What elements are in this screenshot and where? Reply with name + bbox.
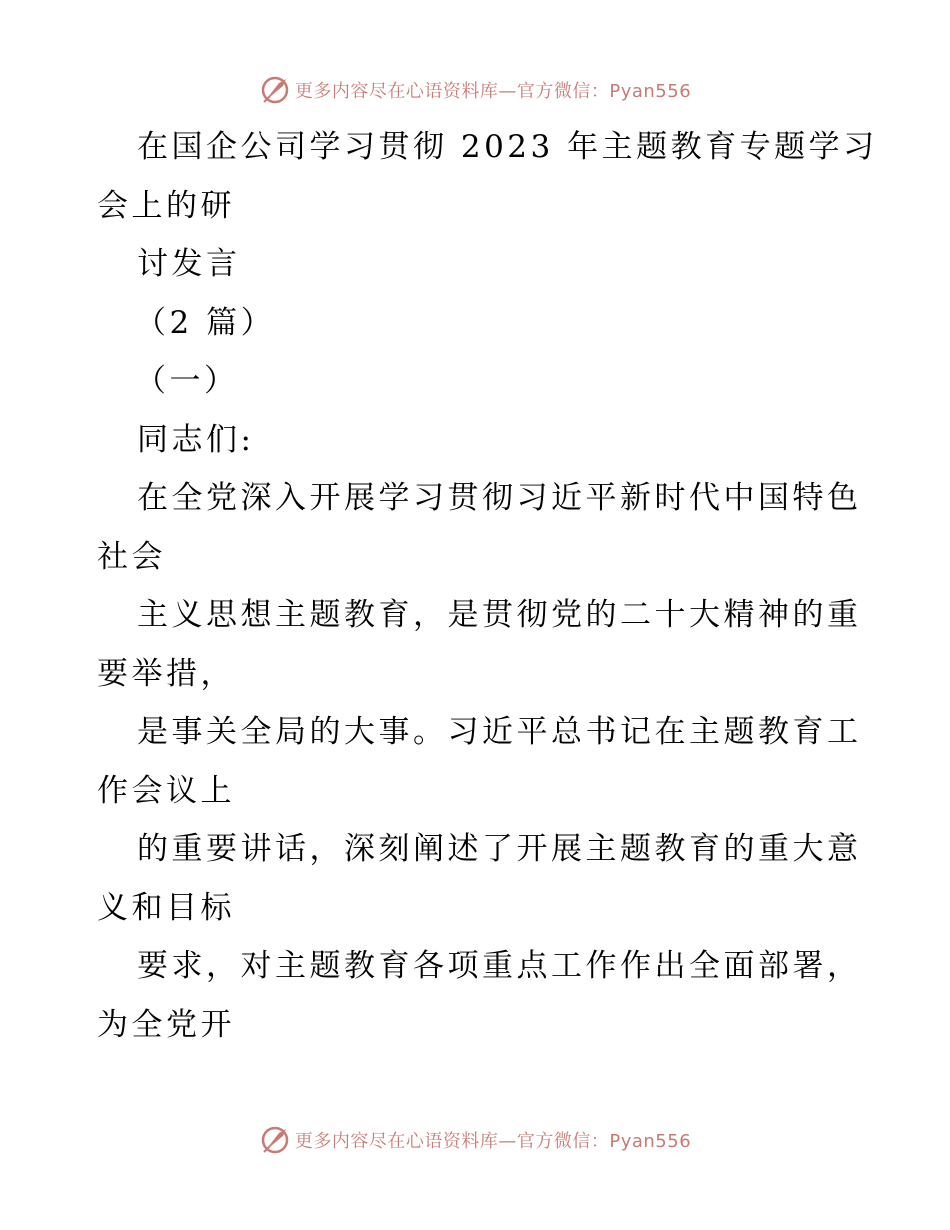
quill-logo-icon (259, 1124, 291, 1156)
watermark-text: 更多内容尽在心语资料库—官方微信：Pyan556 (294, 81, 692, 102)
quill-logo-icon (259, 74, 291, 106)
text-line: （2 篇） (135, 304, 276, 341)
text-line: 是事关全局的大事。习近平总书记在主题教育工 (137, 714, 862, 750)
text-line: 主义思想主题教育，是贯彻党的二十大精神的重 (137, 597, 862, 633)
text-line: 要举措， (97, 655, 235, 692)
text-line: 社会 (97, 538, 166, 575)
text-line: 要求，对主题教育各项重点工作作出全面部署， (137, 948, 862, 984)
text-line: 义和目标 (97, 889, 235, 926)
text-line: 的重要讲话，深刻阐述了开展主题教育的重大意 (137, 831, 862, 867)
text-line: 在全党深入开展学习贯彻习近平新时代中国特色 (137, 480, 862, 516)
header-watermark (0, 70, 950, 110)
footer-watermark (0, 1120, 950, 1160)
document-body (97, 118, 878, 1054)
text-line: 同志们: (137, 421, 255, 458)
text-line: 在国企公司学习贯彻 2023 年主题教育专题学习 (137, 129, 878, 165)
text-line: 为全党开 (97, 1006, 235, 1043)
text-line: 讨发言 (137, 246, 241, 282)
text-line: （一） (135, 363, 239, 399)
text-line: 作会议上 (97, 772, 235, 809)
watermark-text: 更多内容尽在心语资料库—官方微信：Pyan556 (294, 1131, 692, 1152)
text-line: 会上的研 (97, 187, 235, 224)
